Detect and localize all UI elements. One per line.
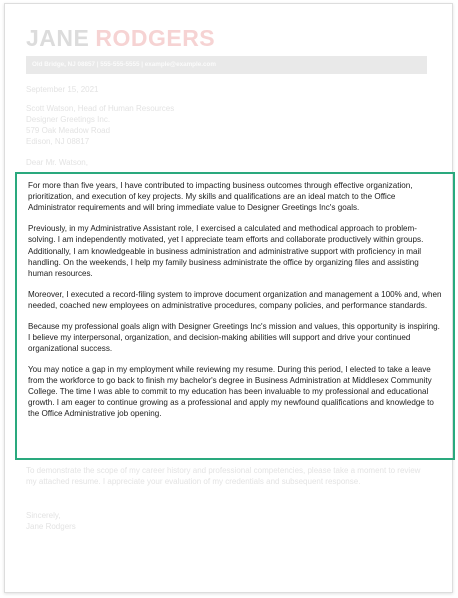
salutation: Dear Mr. Watson, [26,158,88,167]
applicant-name [26,24,215,52]
body-paragraph: Because my professional goals align with Designer Greetings Inc's mission and values, this opportunity is inspiring. I believe my interpersonal, organization, and decision-making abilities will support and drive your continued organizational success. [28,321,440,353]
last-name: RODGERS [95,25,216,51]
recipient-address [26,103,174,147]
letter-date: September 15, 2021 [26,85,99,94]
contact-bar: Old Bridge, NJ 08857 | 555-555-5555 | example@example.com [26,56,427,74]
sign-off: Sincerely, [26,511,61,520]
body-paragraph: Moreover, I executed a record-filing system to improve document organization and management a 100% and, when needed, coached new employees on administrative procedures, company policies, and performance standards. [28,289,442,310]
body-paragraph: For more than five years, I have contributed to impacting business outcomes through effective organization, prioritization, and execution of key projects. My skills and qualifications are an ideal match to the Office Administrator requirements and will bring immediate value to Designer Greetings Inc's goals. [28,181,413,213]
body-paragraph: Previously, in my Administrative Assistant role, I exercised a calculated and methodical approach to problem-solving. I am independently motivated, yet I appreciate team efforts and collaborate productively within groups. Additionally, I am knowledgeable in business administration and administrative support with proficiency in mail handling. On the weekends, I help my family business administrate the office by organizing files and assisting human resources. [28,224,424,278]
highlighted-body [15,172,455,460]
signature-name: Jane Rodgers [26,522,76,531]
first-name: JANE [26,25,90,51]
recipient-line: Edison, NJ 08817 [26,137,90,146]
sign-off-block [26,510,76,532]
recipient-line: Designer Greetings Inc. [26,115,111,124]
recipient-line: 579 Oak Meadow Road [26,126,111,135]
recipient-line: Scott Watson, Head of Human Resources [26,104,175,113]
closing-paragraph: To demonstrate the scope of my career history and professional competencies, please take a moment to review my attached resume. I appreciate your evaluation of my credentials and subsequent response. [26,466,421,486]
body-paragraph: You may notice a gap in my employment while reviewing my resume. During this period, I elected to take a leave from the workforce to go back to finish my bachelor's degree in Business Administration at Middlesex Community College. The time I was able to commit to my education has been invaluable to my professional and educational growth. I am eager to continue growing as a professional and apply my newfound qualifications and knowledge to the Office Administrative job opening. [28,364,434,419]
